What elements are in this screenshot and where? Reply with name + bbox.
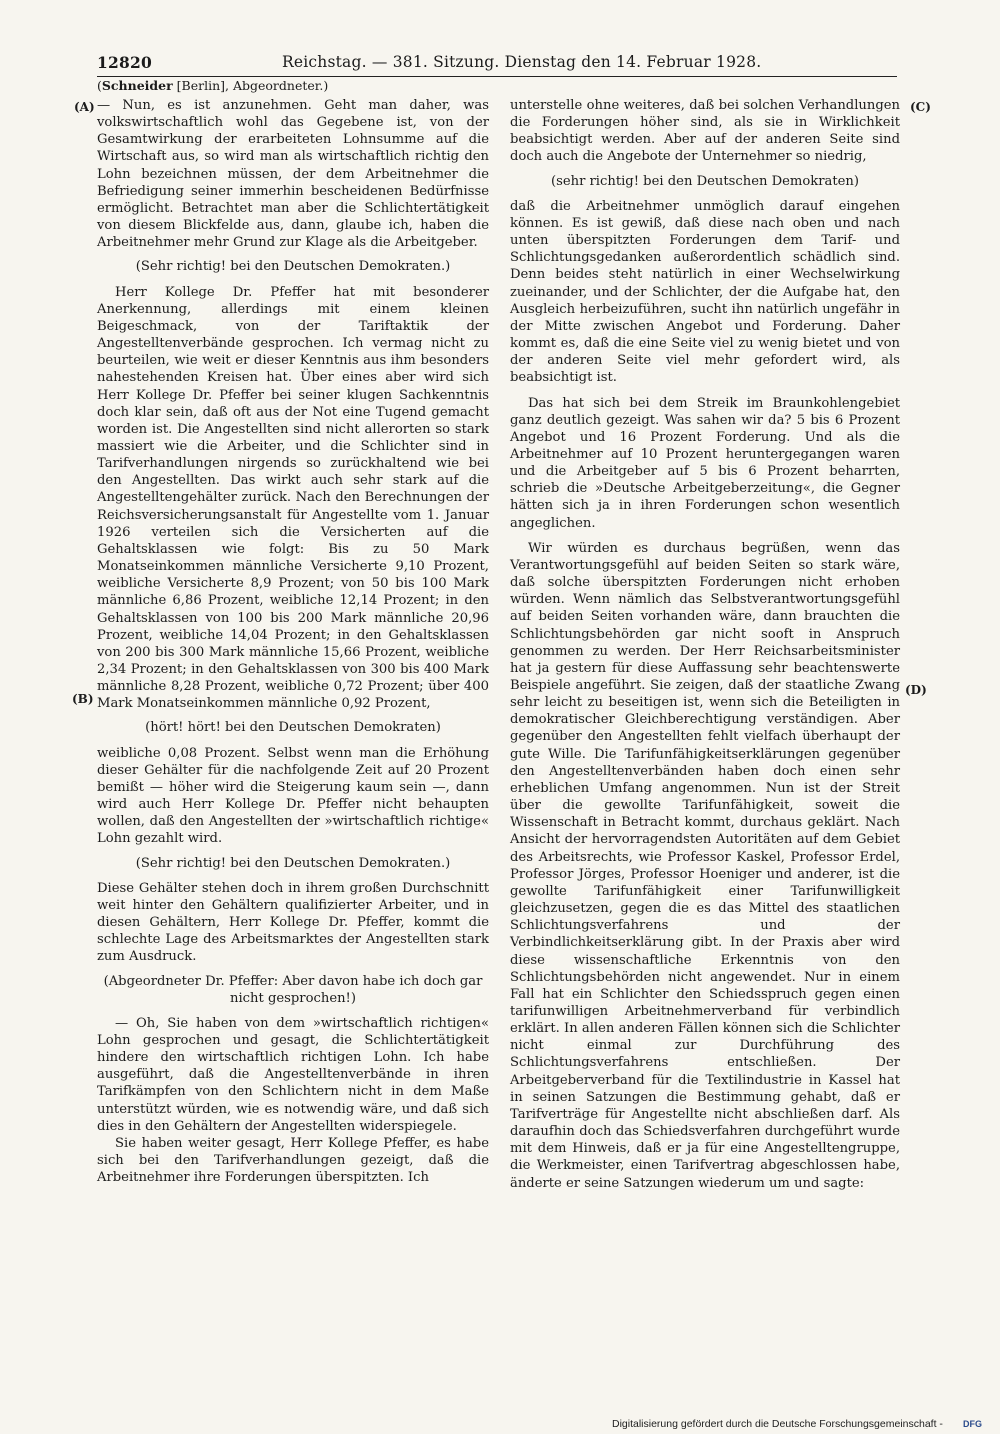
margin-marker-d: (D) [905,683,927,697]
margin-marker-b: (B) [72,692,94,706]
paragraph: Das hat sich bei dem Streik im Braunkohlengebiet ganz deutlich gezeigt. Was sahen wir da? 5 bis 6 Prozent Angebot und 16 Prozent Forderung. Und als die Arbeitnehmer auf 10 Prozent heruntergegangen waren und die Arbeitgeber auf 5 bis 6 Prozent beharrten, schrieb die »Deutsche Arbeitgeberzeitung«, die Gegner hätten sich ja in ihren Forderungen schon wesentlich angeglichen. [510,395,900,531]
dfg-logo: DFG [963,1419,982,1429]
footer-credit: Digitalisierung gefördert durch die Deutsche Forschungsgemeinschaft - [612,1418,943,1430]
paragraph: daß die Arbeitnehmer unmöglich darauf eingehen können. Es ist gewiß, daß diese nach oben und nach unten überspitzten Forderungen dem Tarif- und Schlichtungsgedanken außerordentlich schädlich sind. Denn beides steht natürlich in einer Wechselwirkung zueinander, und der Schlichter, der die Aufgabe hat, den Ausgleich herbeizuführen, sucht ihn natürlich ungefähr in der Mitte zwischen Angebot und Forderung. Daher kommt es, daß die eine Seite viel zu wenig bietet und von der anderen Seite viel mehr gefordert wird, als beabsichtigt ist. [510,198,900,386]
paragraph: Wir würden es durchaus begrüßen, wenn das Verantwortungsgefühl auf beiden Seiten so stark wäre, daß solche überspitzten Forderungen nicht erhoben würden. Wenn nämlich das Selbstverantwortungsgefühl auf beiden Seiten vorhanden wäre, dann brauchten die Schlichtungsbehörden gar nicht sooft in Anspruch genommen zu werden. Der Herr Reichsarbeitsminister hat ja gestern für diese Auffassung sehr beachtenswerte Beispiele angeführt. Sie zeigen, daß der staatliche Zwang sehr leicht zu beseitigen ist, wenn sich die Beteiligten in demokratischer Gleichberechtigung verständigen. Aber gegenüber den Angestellten fehlt vielfach überhaupt der gute Wille. Die Tarifunfähigkeitserklärungen gegenüber den Angestelltenverbänden haben doch einen sehr erheblichen Umfang angenommen. Nun ist der Streit über die gewollte Tarifunfähigkeit, soweit die Wissenschaft in Betracht kommt, durchaus geklärt. Nach Ansicht der hervorragendsten Autoritäten auf dem Gebiet des Arbeitsrechts, wie Professor Kaskel, Professor Erdel, Professor Jörges, Professor Hoeniger und anderer, ist die gewollte Tarifunfähigkeit einer Tarifunwilligkeit gleichzusetzen, gegen die es das Mittel des staatlichen Schlichtungsverfahrens und der Verbindlichkeitserklärung gibt. In der Praxis aber wird diese wissenschaftliche Erkenntnis von den Schlichtungsbehörden nicht angewendet. Nur in einem Fall hat ein Schlichter den Schiedsspruch gegen einen tarifunwilligen Arbeitnehmerverband für verbindlich erklärt. In allen anderen Fällen können sich die Schlichter nicht einmal zur Durchführung des Schlichtungsverfahrens entschließen. Der Arbeitgeberverband für die Textilindustrie in Kassel hat in seinen Satzungen die Bestimmung gehabt, daß er Tarifverträge für Angestellte nicht abschließen darf. Als daraufhin doch das Schiedsverfahren durchgeführt wurde mit dem Hinweis, daß er ja für eine Angestelltengruppe, die Werkmeister, einen Tarifvertrag abgeschlossen habe, änderte er seine Satzungen wiederum um und sagte: [510,540,900,1191]
margin-marker-c: (C) [910,100,931,114]
speaker-detail: [Berlin], Abgeordneter.) [176,78,329,93]
paragraph: Diese Gehälter stehen doch in ihrem großen Durchschnitt weit hinter den Gehältern qualifizierter Arbeiter, und in diesen Gehältern, Herr Kollege Dr. Pfeffer, kommt die schlechte Lage des Arbeitsmarktes der Angestellten stark zum Ausdruck. [97,880,489,965]
interjection: (Sehr richtig! bei den Deutschen Demokraten.) [135,855,451,871]
paragraph: unterstelle ohne weiteres, daß bei solchen Verhandlungen die Forderungen höher sind, als sie in Wirklichkeit beabsichtigt werden. Aber auf der anderen Seite sind doch auch die Angebote der Unternehmer so niedrig, [510,98,900,165]
page-header [97,50,897,77]
left-column [97,97,489,1186]
page-title: Reichstag. — 381. Sitzung. Dienstag den 14. Februar 1928. [282,53,762,71]
interjection: (Sehr richtig! bei den Deutschen Demokraten.) [135,259,451,275]
paragraph: Herr Kollege Dr. Pfeffer hat mit besonderer Anerkennung, allerdings mit einem kleinen Beigeschmack, von der Tariftaktik der Angestelltenverbände gesprochen. Ich vermag nicht zu beurteilen, wie weit er dieser Kenntnis aus ihm besonders nahestehenden Kreisen hat. Über eines aber wird sich Herr Kollege Dr. Pfeffer bei seiner klugen Sachkenntnis doch klar sein, daß oft aus der Not eine Tugend gemacht worden ist. Die Angestellten sind nicht allerorten so stark massiert wie die Arbeiter, und die Schlichter sind in Tarifverhandlungen nirgends so zurückhaltend wie bei den Angestellten. Das wirkt auch sehr stark auf die Angestelltengehälter zurück. Nach den Berechnungen der Reichsversicherungsanstalt für Angestellte vom 1. Januar 1926 verteilen sich die Versicherten auf die Gehaltsklassen wie folgt: Bis zu 50 Mark Monatseinkommen männliche Versicherte 9,10 Prozent, weibliche Versicherte 8,9 Prozent; von 50 bis 100 Mark männliche 6,86 Prozent, weibliche 12,14 Prozent; in den Gehaltsklassen von 100 bis 200 Mark männliche 20,96 Prozent, weibliche 14,04 Prozent; in den Gehaltsklassen von 200 bis 300 Mark männliche 15,66 Prozent, weibliche 2,34 Prozent; in den Gehaltsklassen von 300 bis 400 Mark männliche 8,28 Prozent, weibliche 0,72 Prozent; über 400 Mark Monatseinkommen männliche 0,92 Prozent, [97,284,489,712]
paragraph: — Nun, es ist anzunehmen. Geht man daher, was volkswirtschaftlich wohl das Gegebene ist, von der Gesamtwirkung der erarbeiteten Lohnsumme auf die Wirtschaft aus, so wird man als wirtschaftlich richtig den Lohn bezeichnen müssen, der dem Arbeitnehmer die Befriedigung seiner immerhin bescheidenen Bedürfnisse ermöglicht. Betrachtet man aber die Schlichtertätigkeit von diesem Blickfelde aus, dann, glaube ich, haben die Arbeitnehmer mehr Grund zur Klage als die Arbeitgeber. [97,98,489,251]
speaker-name: Schneider [101,78,173,93]
interjection: (hört! hört! bei den Deutschen Demokraten) [145,720,441,736]
interjection: (Abgeordneter Dr. Pfeffer: Aber davon habe ich doch gar nicht gesprochen!) [103,973,483,1006]
speaker-line: (Schneider [Berlin], Abgeordneter.) [97,78,329,93]
margin-marker-a: (A) [74,100,95,114]
right-column [510,97,900,1192]
page-number: 12820 [97,53,152,72]
interjection: (sehr richtig! bei den Deutschen Demokraten) [550,173,860,189]
paragraph: Sie haben weiter gesagt, Herr Kollege Pfeffer, es habe sich bei den Tarifverhandlungen gezeigt, daß die Arbeitnehmer ihre Forderungen überspitzten. Ich [97,1135,489,1186]
paragraph: — Oh, Sie haben von dem »wirtschaftlich richtigen« Lohn gesprochen und gesagt, die Schlichtertätigkeit hindere den wirtschaftlich richtigen Lohn. Ich habe ausgeführt, daß die Angestelltenverbände in ihren Tarifkämpfen von den Schlichtern nicht in dem Maße unterstützt würden, wie es notwendig wäre, und daß sich dies in den Gehältern der Angestellten widerspiegele. [97,1015,489,1134]
paragraph: weibliche 0,08 Prozent. Selbst wenn man die Erhöhung dieser Gehälter für die nachfolgende Zeit auf 20 Prozent bemißt — höher wird die Steigerung kaum sein —, dann wird auch Herr Kollege Dr. Pfeffer nicht behaupten wollen, daß den Angestellten der »wirtschaftlich richtige« Lohn gezahlt wird. [97,745,489,847]
